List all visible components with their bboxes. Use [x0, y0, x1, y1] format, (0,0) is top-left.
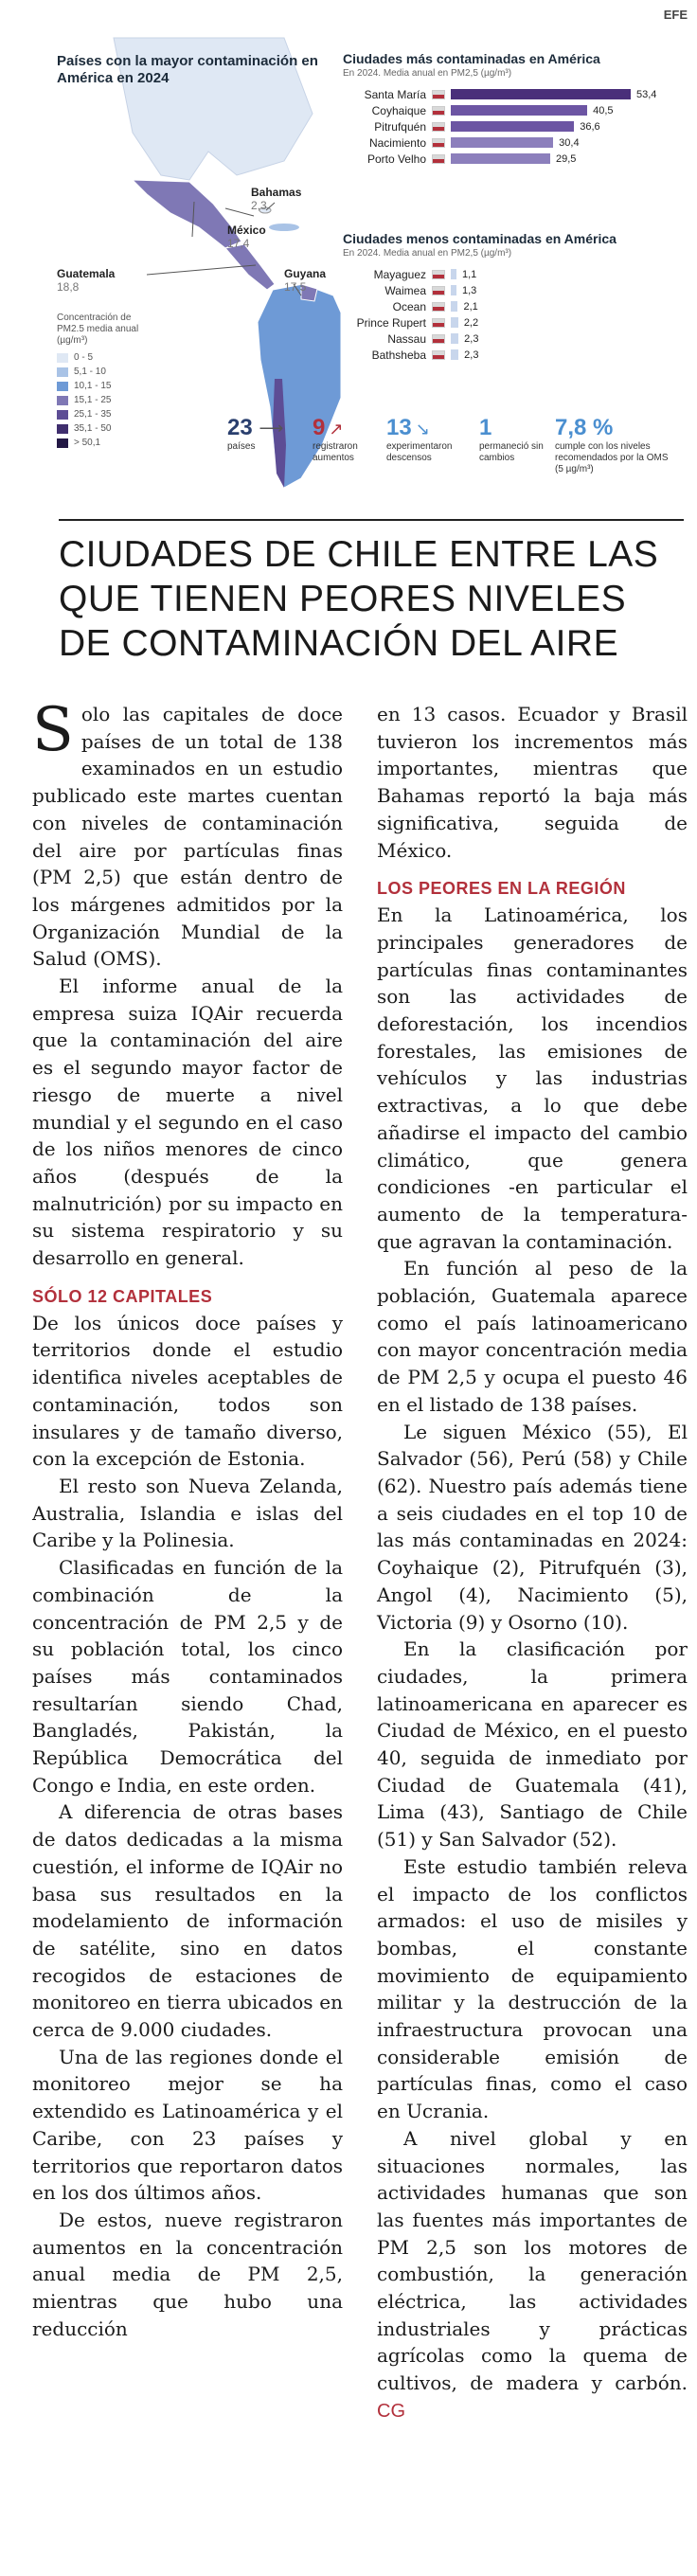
stat-countries	[227, 417, 283, 453]
bar-value-label: 2,1	[463, 300, 478, 313]
legend-swatch	[57, 382, 68, 391]
stat-text: permaneció sin cambios	[479, 441, 544, 463]
flag-icon	[432, 302, 445, 312]
bar-value-label: 1,1	[462, 268, 477, 280]
country-label-bahamas	[251, 186, 301, 212]
bar	[451, 121, 574, 132]
bar-value-label: 2,3	[464, 332, 479, 345]
legend-label: > 50,1	[74, 438, 101, 448]
country-value: 17,5	[284, 280, 307, 294]
bar-value-label: 2,3	[464, 349, 479, 361]
paragraph-text: A nivel global y en situaciones normales, las actividades humanas que son las fuentes más importantes de PM 2,5 son los motores de combustión, la generación eléctrica, las actividades industriales y prácticas agrícolas como la quema de cultivos, de madera y carbón.	[377, 2126, 688, 2395]
bar	[451, 137, 553, 148]
legend-item	[57, 350, 142, 365]
arrow-down-icon: ↘	[415, 420, 430, 438]
bar-value-label: 2,2	[463, 316, 479, 329]
bar-city-label: Coyhaique	[371, 103, 426, 117]
country-value: 17,4	[227, 237, 250, 250]
bar-city-label: Mayaguez	[373, 267, 426, 281]
bar	[451, 285, 456, 295]
most-polluted-subtitle: En 2024. Media anual en PM2,5 (µg/m³)	[343, 68, 512, 79]
country-name: México	[227, 224, 266, 237]
drop-cap: S	[32, 695, 74, 765]
arrow-right-icon: ⟶	[259, 419, 284, 438]
bar-value-label: 36,6	[580, 120, 600, 133]
flag-icon	[432, 138, 445, 148]
stat-increases	[313, 417, 379, 464]
legend-swatch	[57, 424, 68, 434]
bar-city-label: Porto Velho	[366, 152, 426, 166]
flag-icon	[432, 350, 445, 360]
paragraph: Le siguen México (55), El Salvador (56), Perú (58) y Chile (62). Nuestro país además tiene a seis ciudades en el top 10 de las más contaminadas en 2024: Coyhaique (2), Pitrufquén (3), Angol (4), Nacimiento (5), Victoria (9) y Osorno (10).	[377, 1420, 688, 1634]
paragraph-text: olo las capitales de doce países de un total de 138 examinados en un estudio publicado este martes cuentan con niveles de contaminación del aire por partículas finas (PM 2,5) que están dentro de los márgenes admitidos por la Organización Mundial de la Salud (OMS).	[32, 703, 343, 971]
stat-number: 23	[227, 415, 253, 440]
bar-row	[343, 331, 665, 347]
bar-city-label: Pitrufquén	[374, 119, 426, 134]
bar	[451, 89, 631, 99]
legend-swatch	[57, 410, 68, 420]
map-mexico	[133, 180, 241, 248]
least-polluted-title: Ciudades menos contaminadas en América	[343, 231, 617, 246]
subheading: SÓLO 12 CAPITALES	[32, 1286, 213, 1306]
subheading: LOS PEORES EN LA REGIÓN	[377, 879, 626, 899]
map-caribbean	[269, 224, 299, 231]
photo-credit: EFE	[663, 8, 688, 22]
bar-row	[343, 314, 665, 331]
bar-value-label: 1,3	[462, 284, 477, 296]
bar-row	[343, 102, 665, 118]
headline-rule	[59, 519, 684, 521]
legend-item	[57, 379, 142, 393]
stat-number: 9	[313, 415, 326, 440]
legend-label: 0 - 5	[74, 352, 94, 363]
legend-label: 15,1 - 25	[74, 395, 112, 405]
bar-city-label: Prince Rupert	[356, 315, 426, 330]
most-polluted-panel	[343, 51, 665, 167]
bar-row	[343, 266, 665, 282]
stats-row	[227, 417, 682, 492]
country-name: Guatemala	[57, 267, 116, 280]
legend-item	[57, 421, 142, 436]
paragraph: El resto son Nueva Zelanda, Australia, Islandia e islas del Caribe y la Polinesia.	[32, 1474, 343, 1552]
paragraph: De los únicos doce países y territorios donde el estudio identifica niveles aceptables de contaminación, todos son insulares y de tamaño diverso, con la excepción de Estonia.	[32, 1311, 343, 1471]
bar-value-label: 29,5	[555, 152, 577, 165]
country-label-guyana	[284, 267, 326, 294]
flag-icon	[432, 122, 445, 132]
bar-row	[343, 86, 665, 102]
bar-row	[343, 134, 665, 151]
stat-number: 13	[386, 415, 412, 440]
flag-icon	[432, 286, 445, 295]
paragraph: En función al peso de la población, Guatemala aparece como el país latinoamericano con mayor concentración media de PM 2,5 y ocupa el puesto 46 en el listado de 138 países.	[377, 1257, 688, 1416]
flag-icon	[432, 106, 445, 116]
legend-swatch	[57, 353, 68, 363]
bar-row	[343, 298, 665, 314]
paragraph: en 13 casos. Ecuador y Brasil tuvieron los incrementos más importantes, mientras que Bahamas reportó la baja más significativa, seguida de México.	[377, 703, 688, 862]
country-name: Guyana	[284, 267, 327, 280]
article-column-2	[377, 701, 688, 2425]
legend-label: 10,1 - 15	[74, 381, 112, 391]
country-name: Bahamas	[251, 186, 302, 199]
bar-city-label: Nacimiento	[368, 135, 426, 150]
bar-row	[343, 282, 665, 298]
infographic	[0, 0, 697, 492]
flag-icon	[432, 154, 445, 164]
legend-label: 35,1 - 50	[74, 423, 112, 434]
bar-city-label: Ocean	[392, 299, 426, 313]
country-value: 18,8	[57, 280, 80, 294]
stat-number: 7,8 %	[555, 415, 614, 440]
legend-item	[57, 407, 142, 421]
flag-icon	[432, 318, 445, 328]
bar	[451, 301, 457, 312]
most-polluted-bars	[343, 86, 665, 167]
flag-icon	[432, 90, 445, 99]
paragraph: De estos, nueve registraron aumentos en la concentración anual media de PM 2,5, mientras que hubo una reducción	[32, 2208, 343, 2340]
legend-item	[57, 393, 142, 407]
legend-item	[57, 365, 142, 379]
most-polluted-title: Ciudades más contaminadas en América	[343, 51, 600, 66]
paragraph: Este estudio también releva el impacto de los conflictos armados: el uso de misiles y bombas, el constante movimiento de equipamiento militar y la destrucción de la infraestructura provocan una considerable emisión de partículas finas, como el caso en Ucrania.	[377, 1854, 688, 2123]
country-value: 2,3	[251, 199, 267, 212]
paragraph: A diferencia de otras bases de datos dedicadas a la misma cuestión, el informe de IQAir no basa sus resultados en la modelamiento de información de satélite, sino en datos recogidos de estaciones de monitoreo en tierra ubicados en cerca de 9.000 ciudades.	[32, 1800, 343, 2042]
paragraph	[377, 2125, 688, 2425]
bar-city-label: Santa María	[364, 87, 426, 101]
country-label-mexico	[227, 224, 266, 250]
bar-row	[343, 118, 665, 134]
bar	[451, 317, 458, 328]
least-polluted-bars	[343, 266, 665, 363]
bar-city-label: Waimea	[384, 283, 426, 297]
bar	[451, 269, 456, 279]
legend-label: 25,1 - 35	[74, 409, 112, 420]
flag-icon	[432, 334, 445, 344]
paragraph: Clasificadas en función de la combinación de la concentración de PM 2,5 y de su población total, los cinco países más contaminados resultarían siendo Chad, Bangladés, Pakistán, la República Democrática del Congo e India, en este orden.	[32, 1556, 343, 1797]
bar-row	[343, 347, 665, 363]
article-column-1	[32, 695, 343, 2342]
bar	[451, 153, 550, 164]
paragraph: En la clasificación por ciudades, la primera latinoamericana en aparecer es Ciudad de México, en el puesto 40, seguida de inmediato por Ciudad de Guatemala (41), Lima (43), Santiago de Chile (51) y San Salvador (52).	[377, 1637, 688, 1852]
stat-text: registraron aumentos	[313, 441, 358, 463]
paragraph: El informe anual de la empresa suiza IQAir recuerda que la contaminación del aire es el segundo mayor factor de riesgo de muerte a nivel mundial y el segundo en el caso de los niños menores de cinco años (después de la malnutrición) por su impacto en su sistema respiratorio y su desarrollo en general.	[32, 975, 343, 1270]
map-legend	[57, 313, 142, 450]
bar-value-label: 40,5	[593, 104, 614, 116]
author-endmark: CG	[377, 2400, 405, 2422]
stat-decreases	[386, 417, 472, 464]
stat-text: experimentaron descensos	[386, 441, 453, 463]
paragraph: Una de las regiones donde el monitoreo mejor se ha extendido es Latinoamérica y el Caribe, con 23 países y territorios que reportaron datos en los dos últimos años.	[32, 2045, 343, 2205]
legend-swatch	[57, 367, 68, 377]
bar-row	[343, 151, 665, 167]
paragraph	[32, 695, 343, 973]
headline: CIUDADES DE CHILE ENTRE LAS QUE TIENEN PEORES NIVELES DE CONTAMINACIÓN DEL AIRE	[59, 534, 659, 664]
stat-text: países	[227, 441, 256, 452]
least-polluted-subtitle: En 2024. Media anual en PM2,5 (µg/m³)	[343, 248, 512, 259]
stat-text: cumple con los niveles recomendados por la OMS (5 µg/m³)	[555, 441, 669, 474]
bar-value-label: 30,4	[559, 136, 580, 149]
arrow-up-icon: ↗	[329, 420, 344, 438]
stat-who-compliance	[555, 417, 678, 475]
bar-city-label: Bathsheba	[371, 348, 426, 362]
stat-number: 1	[479, 415, 492, 440]
flag-icon	[432, 270, 445, 279]
legend-item	[57, 436, 142, 450]
bar	[451, 105, 587, 116]
map-title: Países con la mayor contaminación en América en 2024	[57, 53, 318, 86]
bar	[451, 333, 458, 344]
legend-swatch	[57, 438, 68, 448]
bar-value-label: 53,4	[636, 88, 657, 100]
legend-label: 5,1 - 10	[74, 367, 106, 377]
stat-unchanged	[479, 417, 545, 464]
legend-title: Concentración de PM2.5 media anual (µg/m³)	[57, 313, 139, 346]
least-polluted-panel	[343, 231, 665, 363]
legend-swatch	[57, 396, 68, 405]
bar	[451, 349, 458, 360]
country-label-guatemala	[57, 267, 115, 294]
paragraph: En la Latinoamérica, los principales generadores de partículas finas contaminantes son las actividades de deforestación, los incendios forestales, las emisiones de vehículos y las industrias extractivas, a lo que debe añadirse el impacto del cambio climático, que genera condiciones -en particular el aumento de la temperatura- que agravan la contaminación.	[377, 903, 688, 1253]
bar-city-label: Nassau	[387, 331, 426, 346]
